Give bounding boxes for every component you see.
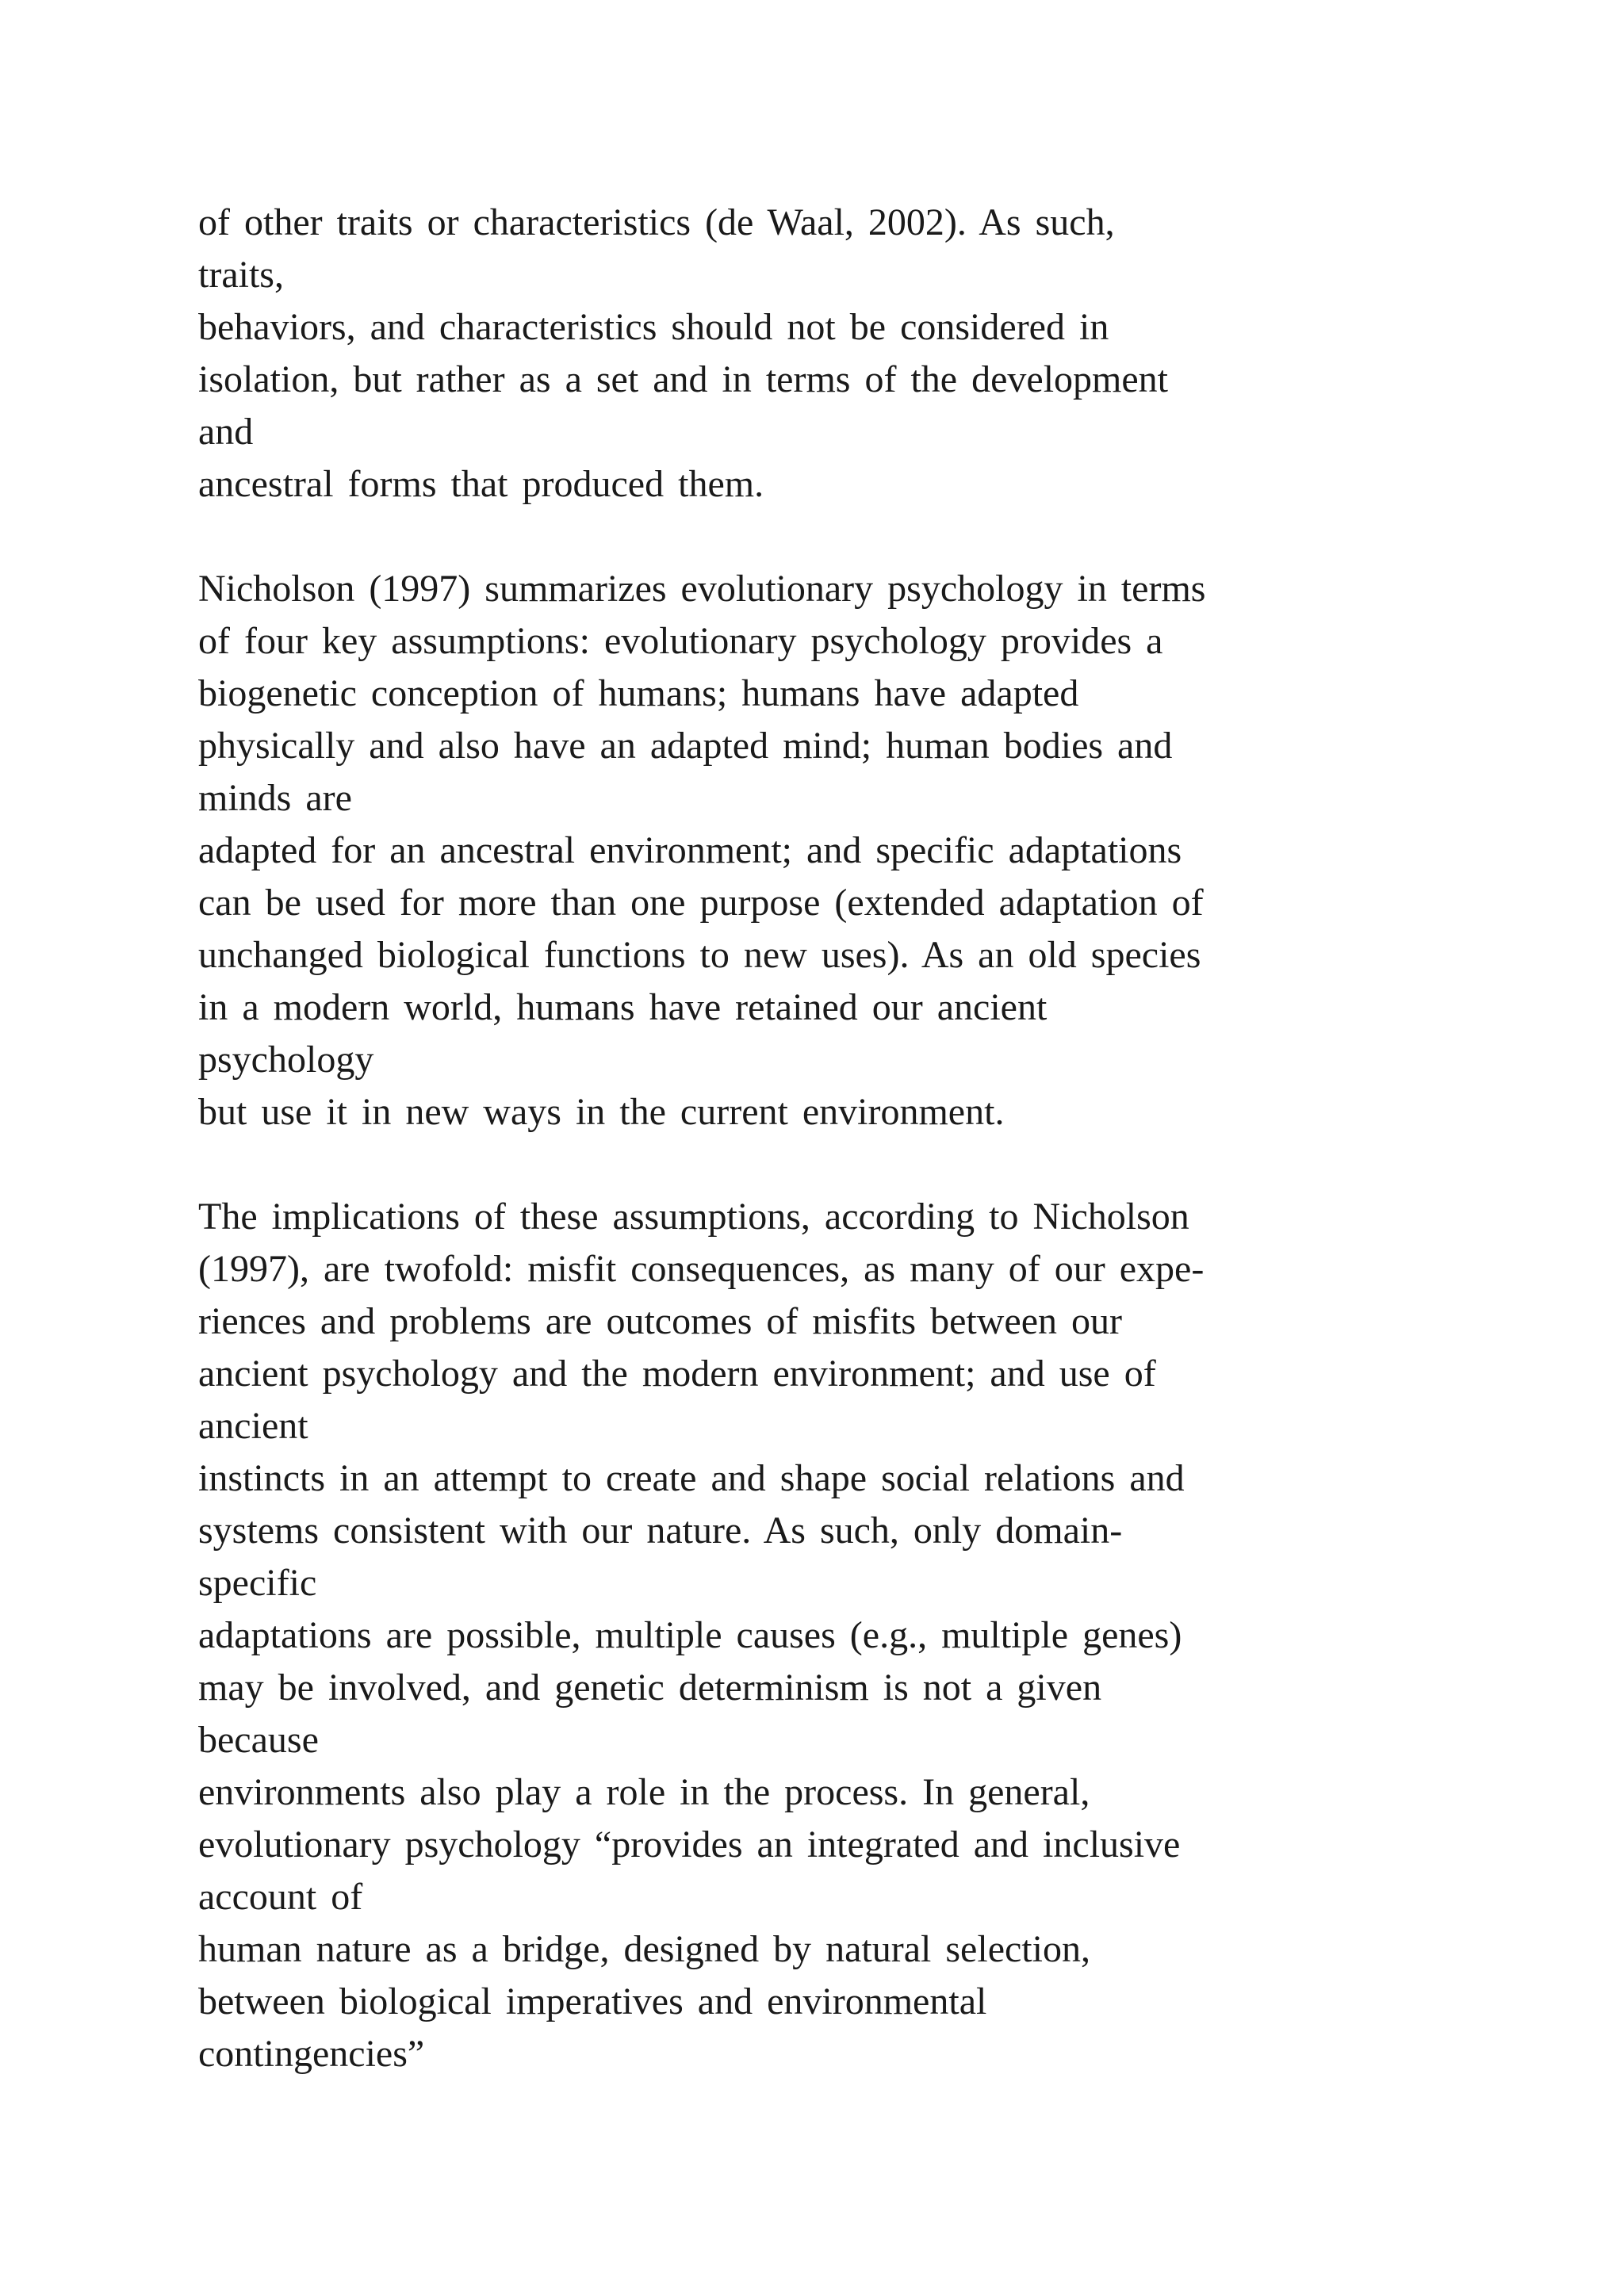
text-line: ancient psychology and the modern environment; and use of: [198, 1353, 1156, 1395]
text-line: Nicholson (1997) summarizes evolutionary psychology in terms: [198, 568, 1206, 610]
text-line: evolutionary psychology “provides an integrated and inclusive: [198, 1823, 1181, 1866]
paragraph-3: [198, 1191, 1546, 2080]
text-line: can be used for more than one purpose (extended adaptation of: [198, 882, 1204, 924]
text-line: of four key assumptions: evolutionary psychology provides a: [198, 620, 1163, 662]
text-line: riences and problems are outcomes of misfits between our: [198, 1300, 1122, 1342]
text-line: instincts in an attempt to create and shape social relations and: [198, 1457, 1185, 1499]
text-line: of other traits or characteristics (de Waal, 2002). As such,: [198, 201, 1115, 243]
text-line: specific: [198, 1562, 317, 1604]
body-text: [198, 197, 1546, 2080]
text-line: traits,: [198, 254, 284, 296]
text-line: adaptations are possible, multiple causes (e.g., multiple genes): [198, 1614, 1182, 1656]
text-line: biogenetic conception of humans; humans have adapted: [198, 672, 1079, 714]
text-line: may be involved, and genetic determinism is not a given: [198, 1667, 1102, 1709]
text-line: but use it in new ways in the current environment.: [198, 1091, 1005, 1133]
paragraph-2: [198, 563, 1546, 1138]
text-line: ancestral forms that produced them.: [198, 463, 764, 505]
text-line: contingencies”: [198, 2033, 425, 2075]
paragraph-spacer: [198, 511, 1546, 563]
text-line: between biological imperatives and environmental: [198, 1980, 987, 2022]
text-line: (1997), are twofold: misfit consequences, as many of our expe-: [198, 1248, 1205, 1290]
text-line: in a modern world, humans have retained our ancient: [198, 986, 1048, 1028]
text-line: psychology: [198, 1039, 374, 1081]
text-line: ancient: [198, 1405, 308, 1447]
text-line: unchanged biological functions to new uses). As an old species: [198, 934, 1201, 976]
text-line: account of: [198, 1876, 363, 1918]
text-line: isolation, but rather as a set and in terms of the development: [198, 358, 1169, 400]
paragraph-spacer: [198, 1138, 1546, 1191]
text-line: minds are: [198, 777, 352, 819]
text-line: and: [198, 411, 254, 453]
text-line: environments also play a role in the process. In general,: [198, 1771, 1090, 1813]
text-line: systems consistent with our nature. As such, only domain-: [198, 1510, 1123, 1552]
paragraph-1: [198, 197, 1546, 511]
text-line: human nature as a bridge, designed by natural selection,: [198, 1928, 1090, 1970]
text-line: adapted for an ancestral environment; and specific adaptations: [198, 829, 1182, 871]
text-line: physically and also have an adapted mind; human bodies and: [198, 725, 1173, 767]
text-line: The implications of these assumptions, according to Nicholson: [198, 1196, 1189, 1238]
text-line: because: [198, 1719, 319, 1761]
text-line: behaviors, and characteristics should not be considered in: [198, 306, 1109, 348]
